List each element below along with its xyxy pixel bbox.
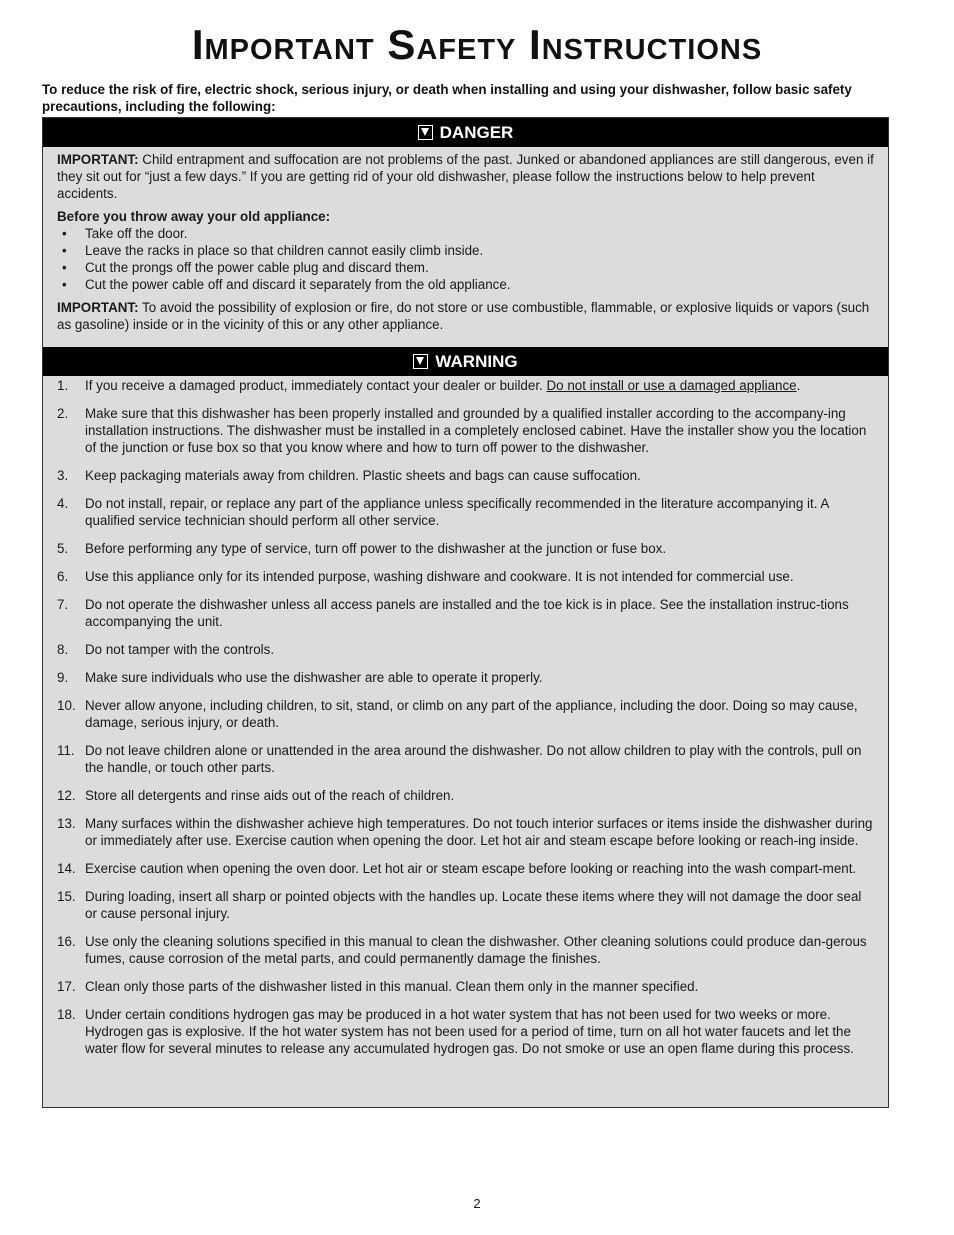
list-item: • Leave the racks in place so that children cannot easily climb inside. xyxy=(57,242,874,259)
item-number: 6. xyxy=(57,569,69,584)
item-text: During loading, insert all sharp or pointed objects with the handles up. Locate these items where they will not damage the door seal or cause personal injury. xyxy=(85,889,862,921)
item-text: Exercise caution when opening the oven door. Let hot air or steam escape before looking or reaching into the wash compart-ment. xyxy=(85,861,857,876)
item-text-end: . xyxy=(796,378,801,393)
item-text: Never allow anyone, including children, to sit, stand, or climb on any part of the appliance, including the door. Doing so may cause, damage, serious injury, or death. xyxy=(85,698,858,730)
important-label: IMPORTANT: xyxy=(57,152,139,167)
item-number: 14. xyxy=(57,861,76,876)
item-text: Make sure that this dishwasher has been properly installed and grounded by a qualified installer according to the accompany-ing installation instructions. The dishwasher must be installed in a completely enclosed cabinet. Have the installer show you the location of the junction or fuse box so that you know where and how to turn off power to the dishwasher. xyxy=(85,406,867,455)
list-item xyxy=(57,405,874,456)
item-number: 8. xyxy=(57,642,69,657)
item-number: 16. xyxy=(57,934,76,949)
item-number: 2. xyxy=(57,406,69,421)
list-item xyxy=(57,641,874,658)
item-text: Under certain conditions hydrogen gas may be produced in a hot water system that has not been used for two weeks or more. Hydrogen gas is explosive. If the hot water system has not been used for a period of time, turn on all hot water faucets and let the water flow for several minutes to release any accumulated hydrogen gas. Do not smoke or use an open flame during this process. xyxy=(85,1007,854,1056)
safety-box xyxy=(42,117,889,1108)
item-number: 18. xyxy=(57,1007,76,1022)
item-text: Do not leave children alone or unattended in the area around the dishwasher. Do not allow children to play with the controls, pull on the handle, or touch other parts. xyxy=(85,743,862,775)
item-text: Clean only those parts of the dishwasher listed in this manual. Clean them only in the manner specified. xyxy=(85,979,699,994)
danger-bullet-list xyxy=(57,225,874,293)
list-item xyxy=(57,377,874,394)
list-item xyxy=(57,467,874,484)
page-number: 2 xyxy=(473,1196,481,1211)
danger-section xyxy=(43,147,888,347)
item-text: Many surfaces within the dishwasher achieve high temperatures. Do not touch interior surfaces or items inside the dishwasher during or immediately after use. Exercise caution when opening the door. Let hot air and steam escape before looking or reach-ing inside. xyxy=(85,816,873,848)
danger-important-1 xyxy=(57,151,874,202)
important-text: Child entrapment and suffocation are not problems of the past. Junked or abandoned appliances are still dangerous, even if they sit out for “just a few days.” If you are getting rid of your old dishwasher, please follow the instructions below to help prevent accidents. xyxy=(57,152,874,201)
list-item: • Cut the prongs off the power cable plug and discard them. xyxy=(57,259,874,276)
list-item xyxy=(57,787,874,804)
list-item: • Take off the door. xyxy=(57,225,874,242)
item-text: Do not install, repair, or replace any part of the appliance unless specifically recommended in the literature accompanying it. A qualified service technician should perform all other service. xyxy=(85,496,829,528)
item-number: 3. xyxy=(57,468,69,483)
item-number: 7. xyxy=(57,597,69,612)
danger-header xyxy=(43,118,888,147)
important-text: To avoid the possibility of explosion or fire, do not store or use combustible, flammable, or explosive liquids or vapors (such as gasoline) inside or in the vicinity of this or any other appliance. xyxy=(57,300,870,332)
list-item xyxy=(57,742,874,776)
list-item xyxy=(57,568,874,585)
warning-heading: WARNING xyxy=(435,352,518,371)
intro-text: To reduce the risk of fire, electric shock, serious injury, or death when installing and using your dishwasher, follow basic safety precautions, including the following: xyxy=(42,82,852,114)
warning-header xyxy=(43,347,888,376)
item-number: 5. xyxy=(57,541,69,556)
warning-section xyxy=(43,376,888,1074)
item-number: 15. xyxy=(57,889,76,904)
list-item xyxy=(57,860,874,877)
item-number: 4. xyxy=(57,496,69,511)
list-item xyxy=(57,596,874,630)
list-item xyxy=(57,888,874,922)
item-text: Before performing any type of service, turn off power to the dishwasher at the junction or fuse box. xyxy=(85,541,667,556)
important-label: IMPORTANT: xyxy=(57,300,139,315)
list-item xyxy=(57,933,874,967)
item-number: 10. xyxy=(57,698,76,713)
list-item: • Cut the power cable off and discard it separately from the old appliance. xyxy=(57,276,874,293)
list-item xyxy=(57,1006,874,1057)
page-title: Important Safety Instructions xyxy=(191,21,763,68)
item-text: Keep packaging materials away from children. Plastic sheets and bags can cause suffocation. xyxy=(85,468,641,483)
danger-heading: DANGER xyxy=(439,123,514,142)
item-text: Do not operate the dishwasher unless all access panels are installed and the toe kick is in place. See the installation instruc-tions accompanying the unit. xyxy=(85,597,849,629)
list-item xyxy=(57,815,874,849)
warning-list xyxy=(57,377,874,1057)
item-text: Use this appliance only for its intended purpose, washing dishware and cookware. It is not intended for commercial use. xyxy=(85,569,794,584)
danger-important-2 xyxy=(57,299,874,333)
list-item xyxy=(57,669,874,686)
list-item xyxy=(57,495,874,529)
list-item xyxy=(57,697,874,731)
item-number: 13. xyxy=(57,816,76,831)
item-text: If you receive a damaged product, immediately contact your dealer or builder. xyxy=(85,378,547,393)
item-text: Do not tamper with the controls. xyxy=(85,642,275,657)
list-item xyxy=(57,978,874,995)
item-number: 9. xyxy=(57,670,69,685)
warning-symbol-icon xyxy=(418,125,433,140)
item-text: Make sure individuals who use the dishwasher are able to operate it properly. xyxy=(85,670,543,685)
list-item xyxy=(57,540,874,557)
item-number: 11. xyxy=(57,743,75,758)
item-text: Use only the cleaning solutions specified in this manual to clean the dishwasher. Other cleaning solutions could produce dan-gerous fumes, cause corrosion of the metal parts, and could permanently damage the finishes. xyxy=(85,934,867,966)
item-underline-text: Do not install or use a damaged appliance xyxy=(546,378,797,393)
warning-symbol-icon xyxy=(413,354,428,369)
before-heading: Before you throw away your old appliance: xyxy=(57,209,331,224)
item-number: 1. xyxy=(57,378,69,393)
item-number: 17. xyxy=(57,979,76,994)
item-number: 12. xyxy=(57,788,76,803)
item-text: Store all detergents and rinse aids out of the reach of children. xyxy=(85,788,455,803)
